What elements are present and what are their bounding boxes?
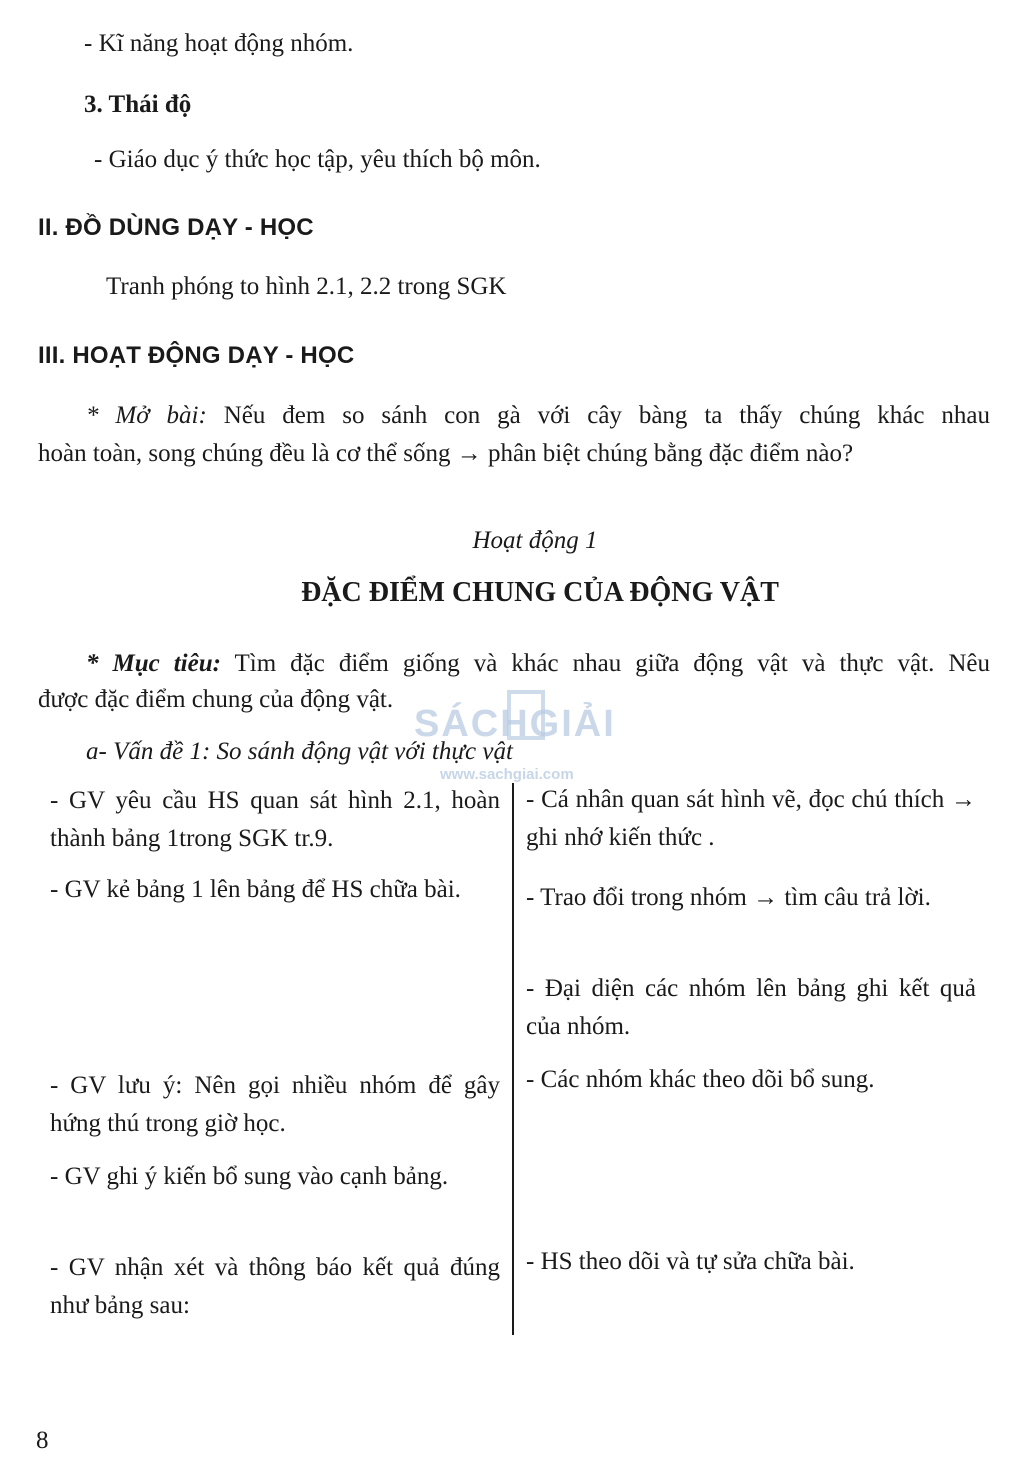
section2-heading: II. ĐỒ DÙNG DẠY - HỌC — [38, 214, 314, 241]
teacher-step-1: - GV yêu cầu HS quan sát hình 2.1, hoàn thành bảng 1trong SGK tr.9. — [50, 787, 500, 852]
student-step-1: - Cá nhân quan sát hình vẽ, đọc chú thích → ghi nhớ kiến thức . — [526, 786, 976, 851]
goal-label: * Mục tiêu: — [86, 650, 221, 677]
section2-text: Tranh phóng to hình 2.1, 2.2 trong SGK — [106, 273, 507, 300]
goal-text-1: Tìm đặc điểm giống và khác nhau giữa động vật và thực vật. Nêu — [220, 650, 990, 677]
teacher-step-3: - GV lưu ý: Nên gọi nhiều nhóm để gây hứng thú trong giờ học. — [50, 1072, 500, 1137]
intro-paragraph-line1 — [38, 397, 990, 435]
teacher-step-5: - GV nhận xét và thông báo kết quả đúng như bảng sau: — [50, 1254, 500, 1319]
teacher-step-4: - GV ghi ý kiến bổ sung vào cạnh bảng. — [50, 1163, 449, 1190]
activity-title: ĐẶC ĐIỂM CHUNG CỦA ĐỘNG VẬT — [301, 577, 779, 608]
intro-text-1: Nếu đem so sánh con gà với cây bàng ta thấy chúng khác nhau — [206, 402, 990, 429]
problem-heading: a- Vấn đề 1: So sánh động vật với thực vật — [86, 738, 513, 765]
student-step-5: - HS theo dõi và tự sửa chữa bài. — [526, 1248, 855, 1275]
watermark-url: www.sachgiai.com — [440, 766, 574, 783]
activity-label: Hoạt động 1 — [472, 527, 598, 554]
goal-line1 — [38, 645, 990, 683]
skill-line: - Kĩ năng hoạt động nhóm. — [84, 30, 354, 57]
teacher-step-2: - GV kẻ bảng 1 lên bảng để HS chữa bài. — [50, 876, 461, 903]
student-step-3: - Đại diện các nhóm lên bảng ghi kết quả của nhóm. — [526, 975, 976, 1040]
attitude-heading: 3. Thái độ — [84, 91, 192, 118]
student-step-4: - Các nhóm khác theo dõi bổ sung. — [526, 1066, 875, 1093]
student-step-2: - Trao đổi trong nhóm → tìm câu trả lời. — [526, 884, 931, 911]
page-number: 8 — [36, 1427, 49, 1454]
intro-paragraph-line2: hoàn toàn, song chúng đều là cơ thể sống → phân biệt chúng bằng đặc điểm nào? — [38, 440, 854, 467]
column-divider — [512, 783, 514, 1335]
intro-label: * Mở bài: — [86, 402, 207, 429]
section3-heading: III. HOẠT ĐỘNG DẠY - HỌC — [38, 342, 355, 369]
goal-line2: được đặc điểm chung của động vật. — [38, 686, 394, 713]
attitude-text: - Giáo dục ý thức học tập, yêu thích bộ môn. — [94, 146, 541, 173]
watermark-logo: SÁCHGIẢI — [414, 703, 616, 745]
